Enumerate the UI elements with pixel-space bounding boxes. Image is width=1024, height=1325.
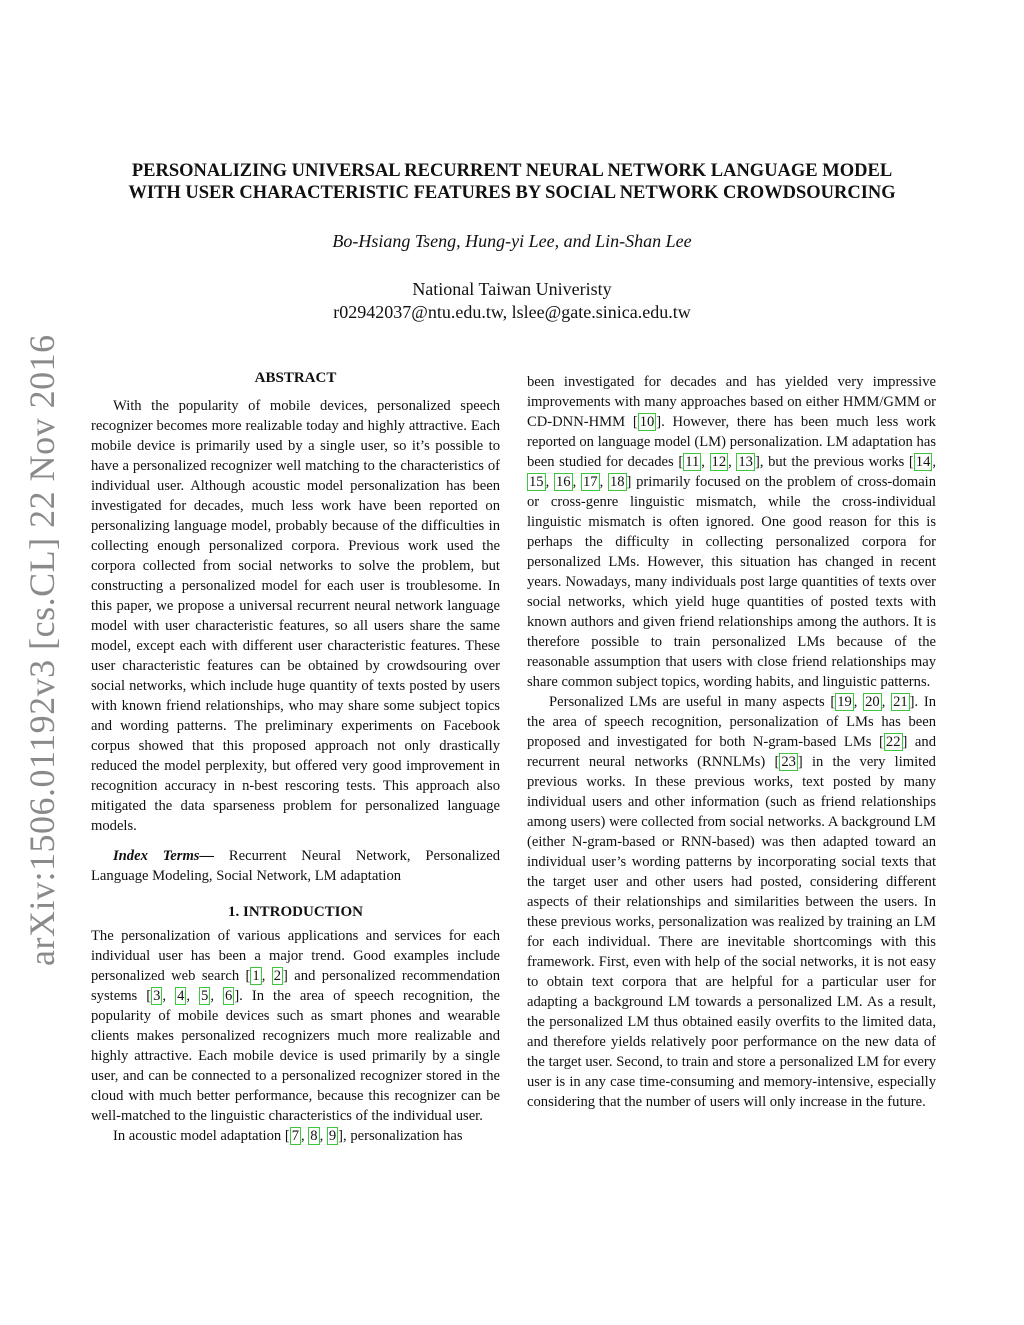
- paper-title: [80, 160, 944, 204]
- title-line-2: WITH USER CHARACTERISTIC FEATURES BY SOCIAL NETWORK CROWDSOURCING: [128, 183, 896, 203]
- intro-paragraph-3: Personalized LMs are useful in many aspects [ 19 , 20 , 21 ]. In the area of speech recognition, personalization of LMs has been proposed and investigated for both N-gram-based LMs [ 22 ] and recurrent neural networks (RNNLMs) [ 23 ] in the very limited previous works. In these previous works, text posted by many individual users and other information (such as friend relationships among users) were collected from social networks. A background LM (either N-gram-based or RNN-based) was then adapted toward an individual user’s wording patterns by incorporating social texts that the target user and other users had posted, considering different aspects of their relationships and similarities between the users. In these previous works, personalization was realized by training an LM for each individual. There are inevitable shortcomings with this framework. First, even with help of the social networks, it is not easy to obtain text corpora that are helpful for a particular user for adapting a background LM towards a personalized LM. As a result, the personalized LM thus obtained easily overfits to the limited data, and therefore yields relatively poor performance on the new data of the target user. Second, to train and store a personalized LM for every user is in any case time-consuming and memory-intensive, especially considering that the number of users will only increase in the future.: [527, 694, 937, 1110]
- citation-link[interactable]: 22: [885, 734, 901, 750]
- citation-link[interactable]: 3: [153, 988, 161, 1004]
- citation-link[interactable]: 11: [685, 454, 700, 470]
- citation-link[interactable]: 9: [328, 1128, 337, 1144]
- citation-link[interactable]: 21: [893, 694, 908, 710]
- intro-p3-text: ] in the very limited previous works. In these previous works, text posted by many individual users and other information (such as friend relationships among users) were collected from social networks. A background LM (either N-gram-based or RNN-based) was then adapted toward an individual user’s wording patterns by incorporating social texts that the target user and other users had posted, considering different aspects of their relationships and similarities between the users. In these previous works, personalization was realized by training an LM for each individual. There are inevitable shortcomings with this framework. First, even with help of the social networks, it is not easy to obtain text corpora that are helpful for a particular user for adapting a background LM towards a personalized LM. As a result, the personalized LM thus obtained easily overfits to the limited data, and therefore yields relatively poor performance on the new data of the target user. Second, to train and store a personalized LM for every user is in any case time-consuming and memory-intensive, especially considering that the number of users will only increase in the future.: [527, 754, 936, 1110]
- intro-p2-text: In acoustic model adaptation [: [113, 1128, 290, 1144]
- citation-link[interactable]: 17: [582, 474, 598, 490]
- intro-p1-text: ]. In the area of speech recognition, the popularity of mobile devices such as smart phones and wearable clients makes personalized recognizers much more realizable and highly attractive. Each mobile device is used primarily by a single user, and can be connected to a personalized recognizer stored in the cloud with much better performance, because this recognizer can be well-matched to the linguistic characteristics of the individual user.: [91, 988, 501, 1124]
- institution: National Taiwan Univeristy: [412, 279, 612, 299]
- right-column: [527, 372, 936, 1112]
- abstract-heading: ABSTRACT: [254, 370, 337, 386]
- citation-link[interactable]: 12: [711, 454, 727, 470]
- citation-link[interactable]: 8: [310, 1128, 318, 1144]
- affiliation-block: [80, 278, 944, 324]
- citation-link[interactable]: 5: [201, 988, 209, 1004]
- intro-p3-text: ] and recurrent neural networks (RNNLMs) [: [527, 734, 936, 770]
- citation-link[interactable]: 23: [781, 754, 796, 770]
- intro-p3-text: Personalized LMs are useful in many aspects [: [549, 694, 836, 710]
- intro-p2-text: ], but the previous works [: [754, 454, 914, 470]
- citation-link[interactable]: 19: [837, 694, 852, 710]
- citation-link[interactable]: 15: [529, 474, 544, 490]
- left-column: [91, 368, 500, 1146]
- arxiv-identifier: arXiv:1506.01192v3 [cs.CL] 22 Nov 2016: [22, 334, 62, 966]
- intro-paragraph-1: The personalization of various applications and services for each individual user has been a major trend. Good examples include personalized web search [ 1 , 2 ] and personalized recommendation systems [ 3 , 4 , 5 , 6 ]. In the area of speech recognition, the popularity of mobile devices such as smart phones and wearable clients makes personalized recognizers much more realizable and highly attractive. Each mobile device is used primarily by a single user, and can be connected to a personalized recognizer stored in the cloud with much better performance, because this recognizer can be well-matched to the linguistic characteristics of the individual user.: [91, 928, 501, 1124]
- intro-p1-text: ] and personalized recommendation systems [: [91, 968, 500, 1004]
- title-line-1: PERSONALIZING UNIVERSAL RECURRENT NEURAL NETWORK LANGUAGE MODEL: [131, 161, 893, 181]
- citation-link[interactable]: 20: [865, 694, 880, 710]
- abstract-text: With the popularity of mobile devices, personalized speech recognizer becomes more realizable today and highly attractive. Each mobile device is primarily used by a single user, so it’s possible to have a personalized recognizer well matching to the characteristics of individual user. Although acoustic model personalization has been investigated for decades, much less work have been reported on personalizing language model, probably because of the difficulties in collecting enough personalized corpora. Previous work used the corpora collected from social networks to solve the problem, but constructing a personalized model for each user is troublesome. In this paper, we propose a universal recurrent neural network language model with user characteristic features, so all users share the same model, except each with different user characteristic features. These user characteristic features can be obtained by crowdsouring over social networks, which include huge quantity of texts posted by users with known friend relationships, who may share some subject topics and wording patterns. The preliminary experiments on Facebook corpus showed that this proposed approach not only drastically reduced the model perplexity, but offered very good improvement in recognition accuracy in n-best rescoring tests. This approach also mitigated the data sparseness problem for personalized language models.: [91, 398, 500, 834]
- citation-link[interactable]: 16: [555, 474, 571, 490]
- citation-link[interactable]: 10: [639, 414, 655, 430]
- author-list: Bo-Hsiang Tseng, Hung-yi Lee, and Lin-Shan Lee: [332, 231, 692, 251]
- citation-link[interactable]: 2: [273, 968, 282, 984]
- index-terms: [91, 846, 500, 886]
- intro-paragraph-2-start: In acoustic model adaptation [ 7 , 8 , 9 ], personalization has: [113, 1128, 463, 1144]
- author-emails: r02942037@ntu.edu.tw, lslee@gate.sinica.edu.tw: [333, 302, 691, 322]
- index-terms-label: Index Terms—: [113, 848, 215, 864]
- intro-paragraph-2-cont: been investigated for decades and has yielded very impressive improvements with many approaches based on either HMM/GMM or CD-DNN-HMM [ 10 ]. However, there has been much less work reported on language model (LM) personalization. LM adaptation has been studied for decades [ 11 , 12 , 13 ], but the previous works [ 14 , 15 , 16 , 17 , 18 ] primarily focused on the problem of cross-domain or cross-genre linguistic mismatch, while the cross-individual linguistic mismatch is often ignored. One good reason for this is perhaps the difficulty in collecting personalized corpora for personalized LMs. However, this situation has changed in recent years. Nowadays, many individuals post large quantities of texts over social networks, which yield huge quantities of posted texts with known authors and given friend relationships among the authors. It is therefore possible to train personalized LMs because of the reasonable assumption that users with close friend relationships may share common subject topics, wording habits, and linguistic patterns.: [527, 374, 937, 690]
- citation-link[interactable]: 18: [609, 474, 625, 490]
- citation-link[interactable]: 7: [291, 1128, 299, 1144]
- intro-p1-text: The personalization of various applications and services for each individual user has been a major trend. Good examples include personalized web search [: [91, 928, 500, 984]
- citation-link[interactable]: 4: [177, 988, 185, 1004]
- citation-link[interactable]: 6: [225, 988, 233, 1004]
- intro-p2-text: ]. However, there has been much less work reported on language model (LM) personalization. LM adaptation has been studied for decades [: [527, 414, 936, 470]
- intro-p2-text: ] primarily focused on the problem of cross-domain or cross-genre linguistic mismatch, while the cross-individual linguistic mismatch is often ignored. One good reason for this is perhaps the difficulty in collecting personalized corpora for personalized LMs. However, this situation has changed in recent years. Nowadays, many individuals post large quantities of texts over social networks, which yield huge quantities of posted texts with known authors and given friend relationships among the authors. It is therefore possible to train personalized LMs because of the reasonable assumption that users with close friend relationships may share common subject topics, wording habits, and linguistic patterns.: [527, 474, 937, 690]
- intro-p3-text: ]. In the area of speech recognition, personalization of LMs has been proposed and investigated for both N-gram-based LMs [: [527, 694, 937, 750]
- citation-link[interactable]: 14: [915, 454, 931, 470]
- index-terms-text: Recurrent Neural Network, Personalized Language Modeling, Social Network, LM adaptation: [91, 848, 500, 884]
- citation-link[interactable]: 13: [738, 454, 753, 470]
- introduction-heading: 1. INTRODUCTION: [227, 904, 363, 920]
- citation-link[interactable]: 1: [252, 968, 260, 984]
